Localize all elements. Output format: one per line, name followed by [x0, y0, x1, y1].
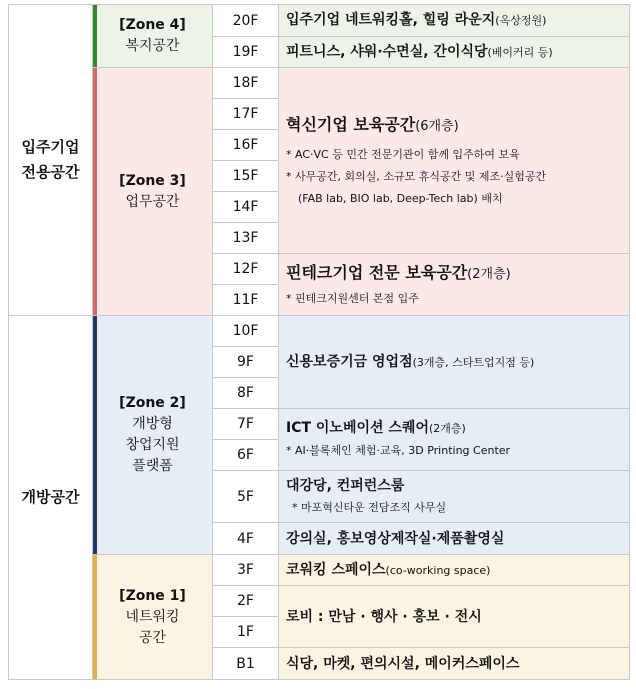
desc-13-18-note-3: (FAB lab, BIO lab, Deep-Tech lab) 배치 — [298, 191, 503, 205]
floor-18f: 18F — [212, 67, 279, 99]
desc-1-2-main: 로비 : 만남 · 행사 · 홍보 · 전시 — [286, 608, 482, 625]
floor-2f: 2F — [212, 585, 279, 617]
zone2-title: [Zone 2] — [119, 395, 186, 411]
desc-8-10-main: 신용보증기금 영업점 — [286, 353, 413, 370]
floor-8f: 8F — [212, 377, 279, 409]
open-area-text: 개방공간 — [21, 488, 80, 506]
desc-6-7-note: * AI·블록체인 체험·교육, 3D Printing Center — [286, 444, 511, 457]
zone1-subtitle-1: 네트워킹 — [125, 608, 180, 625]
zone3-subtitle: 업무공간 — [125, 193, 180, 210]
zone1-title: [Zone 1] — [119, 587, 186, 604]
floor-1f: 1F — [212, 616, 279, 648]
desc-11-12-note: * 핀테크지원센터 본점 입주 — [286, 291, 419, 305]
floor-17f: 17F — [212, 98, 279, 130]
desc-6-7-main: ICT 이노베이션 스퀘어 — [286, 420, 429, 436]
desc-3f-main: 코워킹 스페이스 — [286, 561, 386, 578]
zone1-accent-bar — [93, 555, 97, 679]
desc-b1 — [278, 647, 630, 680]
desc-4f-main: 강의실, 홍보영상제작실·제품촬영실 — [286, 530, 505, 547]
tenant-area-label — [8, 4, 93, 316]
zone3-title: [Zone 3] — [119, 172, 186, 189]
floor-15f: 15F — [212, 160, 279, 192]
zone4-title: [Zone 4] — [119, 17, 186, 33]
zone2-subtitle-2: 창업지원 — [125, 437, 180, 453]
zone4-accent-bar — [93, 5, 97, 67]
desc-13-18-note-2: * 사무공간, 회의실, 소규모 휴식공간 및 제조·실험공간 — [286, 169, 547, 183]
desc-3f-small: (co-working space) — [385, 563, 491, 577]
desc-8f-10f — [278, 315, 630, 409]
tenant-area-line1: 입주기업 — [21, 138, 80, 156]
floor-3f: 3F — [212, 554, 279, 586]
zone2-cell — [92, 315, 213, 555]
desc-4f — [278, 522, 630, 555]
desc-13-18-small: (6개층) — [415, 118, 459, 134]
floor-20f: 20F — [212, 4, 279, 37]
desc-b1-main: 식당, 마켓, 편의시설, 메이커스페이스 — [286, 655, 520, 672]
tenant-area-line2: 전용공간 — [21, 163, 80, 181]
desc-8-10-small: (3개층, 스타트업지점 등) — [412, 355, 535, 369]
floor-13f: 13F — [212, 222, 279, 254]
desc-11-12-small: (2개층) — [467, 266, 511, 282]
desc-11-12-main: 핀테크기업 전문 보육공간 — [286, 262, 468, 282]
floor-9f: 9F — [212, 346, 279, 378]
desc-5f-main: 대강당, 컨퍼런스룸 — [286, 477, 405, 494]
zone2-subtitle-1: 개방형 — [132, 416, 173, 432]
desc-6f-7f — [278, 408, 630, 471]
floor-11f: 11F — [212, 284, 279, 316]
floor-16f: 16F — [212, 129, 279, 161]
desc-5f — [278, 470, 630, 523]
desc-20f — [278, 4, 630, 37]
zone3-accent-bar — [93, 68, 97, 315]
desc-19f — [278, 36, 630, 68]
open-area-label — [8, 315, 93, 680]
zone1-subtitle-2: 공간 — [138, 629, 167, 646]
floor-19f: 19F — [212, 36, 279, 68]
desc-19f-main: 피트니스, 샤워·수면실, 간이식당 — [286, 43, 488, 60]
floor-12f: 12F — [212, 253, 279, 285]
zone3-cell — [92, 67, 213, 316]
zone4-subtitle: 복지공간 — [125, 38, 180, 54]
floor-4f: 4F — [212, 522, 279, 555]
zone2-accent-bar — [93, 316, 97, 554]
floor-b1: B1 — [212, 647, 279, 680]
desc-19f-small: (베이커리 등) — [487, 45, 553, 59]
desc-13-18-main: 혁신기업 보육공간 — [286, 114, 416, 134]
desc-13-18-note-1: * AC·VC 등 민간 전문기관이 함께 입주하여 보육 — [286, 147, 520, 161]
zone4-cell — [92, 4, 213, 68]
floor-6f: 6F — [212, 439, 279, 471]
floor-5f: 5F — [212, 470, 279, 523]
floor-10f: 10F — [212, 315, 279, 347]
desc-3f — [278, 554, 630, 586]
floor-14f: 14F — [212, 191, 279, 223]
desc-6-7-small: (2개층) — [428, 422, 466, 435]
desc-5f-note: * 마포혁신타운 전담조직 사무실 — [292, 500, 447, 514]
desc-20f-small: (옥상정원) — [495, 14, 547, 27]
desc-1f-2f — [278, 585, 630, 648]
floor-7f: 7F — [212, 408, 279, 440]
desc-11f-12f — [278, 253, 630, 316]
zone1-cell — [92, 554, 213, 680]
desc-13f-18f — [278, 67, 630, 254]
desc-20f-main: 입주기업 네트워킹홀, 힐링 라운지 — [286, 12, 496, 28]
zone2-subtitle-3: 플랫폼 — [132, 458, 173, 474]
